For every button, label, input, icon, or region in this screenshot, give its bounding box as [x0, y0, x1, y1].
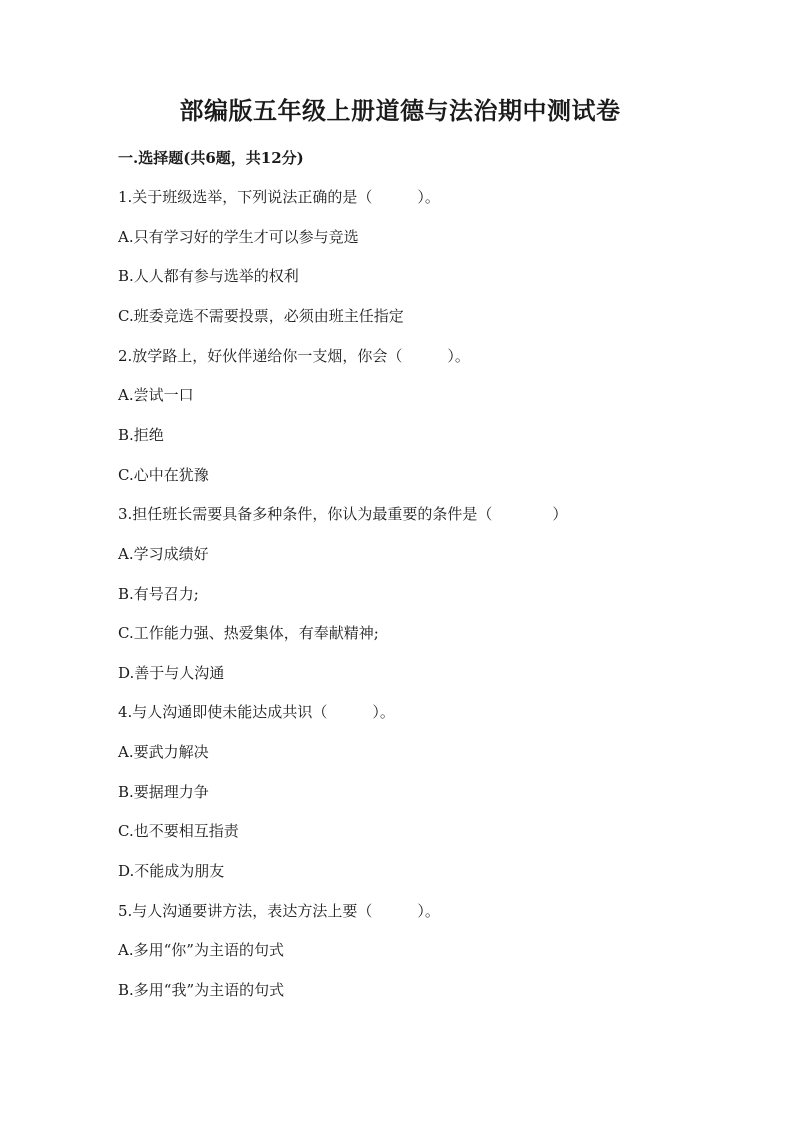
option-2c: C.心中在犹豫	[118, 466, 209, 484]
option-1b: B.人人都有参与选举的权利	[118, 267, 299, 285]
option-1a: A.只有学习好的学生才可以参与竞选	[118, 228, 359, 246]
option-1c: C.班委竞选不需要投票，必须由班主任指定	[118, 307, 404, 325]
option-4b: B.要据理力争	[118, 783, 209, 801]
option-2a: A.尝试一口	[118, 386, 194, 404]
question-5: 5.与人沟通要讲方法，表达方法上要（ ）。	[118, 902, 440, 920]
option-4d: D.不能成为朋友	[118, 862, 225, 880]
option-2b: B.拒绝	[118, 426, 164, 444]
question-4: 4.与人沟通即使未能达成共识（ ）。	[118, 703, 395, 721]
document-title: 部编版五年级上册道德与法治期中测试卷	[179, 96, 621, 125]
option-5b: B.多用“我”为主语的句式	[118, 981, 285, 999]
option-5a: A.多用“你”为主语的句式	[118, 941, 284, 959]
option-3d: D.善于与人沟通	[118, 664, 225, 682]
option-3c: C.工作能力强、热爱集体，有奉献精神;	[118, 624, 379, 642]
section-heading: 一.选择题(共6题，共12分)	[118, 149, 304, 167]
option-4a: A.要武力解决	[118, 743, 209, 761]
option-3a: A.学习成绩好	[118, 545, 209, 563]
question-2: 2.放学路上，好伙伴递给你一支烟，你会（ ）。	[118, 347, 470, 365]
option-4c: C.也不要相互指责	[118, 822, 239, 840]
option-3b: B.有号召力;	[118, 585, 199, 603]
question-3: 3.担任班长需要具备多种条件，你认为最重要的条件是（ ）	[118, 505, 568, 523]
question-1: 1.关于班级选举，下列说法正确的是（ ）。	[118, 188, 440, 206]
